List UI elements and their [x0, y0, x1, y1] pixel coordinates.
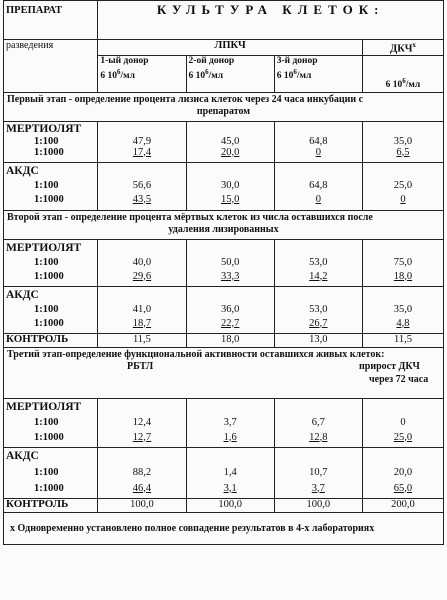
group-name: МЕРТИОЛЯТ — [6, 122, 82, 135]
value-cell: 25,0 0 — [362, 162, 443, 210]
value-cell: 35,0 4,8 — [362, 286, 443, 333]
dilution-label: 1:1000 — [34, 317, 64, 329]
donor-2-header — [186, 55, 274, 92]
value-cell: 40,0 29,6 — [98, 239, 186, 286]
value-cell: 47,9 17,4 — [98, 121, 186, 162]
control-value: 13,0 — [274, 333, 362, 347]
value-cell: 30,0 15,0 — [186, 162, 274, 210]
control-value: 100,0 — [186, 498, 274, 512]
results-table — [3, 0, 444, 545]
dilution-header: разведения — [4, 40, 98, 93]
culture-title: КУЛЬТУРА КЛЕТОК: — [156, 2, 385, 17]
group-name: МЕРТИОЛЯТ — [6, 241, 82, 254]
donor-name: 1-ый донор — [100, 55, 149, 66]
donor-3-header — [274, 55, 362, 92]
value-cell: 35,0 6,5 — [362, 121, 443, 162]
value-cell: 1,4 3,1 — [186, 447, 274, 498]
value-cell: 75,0 18,0 — [362, 239, 443, 286]
control-value: 100,0 — [274, 498, 362, 512]
rbtl-label: РБТЛ — [127, 360, 154, 372]
preparation-header: ПРЕПАРАТ — [4, 1, 98, 40]
donor-conc: 6 $10^6/мл$ — [100, 67, 135, 81]
stage-2-title: Второй этап - определение процента мёртвых клеток из числа оставшихся после удаления лизированных — [4, 210, 444, 239]
dilution-label: 1:100 — [34, 466, 59, 478]
dkch-header — [362, 40, 443, 56]
lpkch-header: ЛПКЧ — [98, 40, 363, 56]
growth-label: прирост ДКЧ — [359, 360, 420, 372]
value-cell: 12,4 12,7 — [98, 398, 186, 447]
dilution-label: 1:1000 — [34, 270, 64, 282]
dkch-label: ДКЧ — [390, 43, 413, 55]
value-cell: 41,0 18,7 — [98, 286, 186, 333]
value-cell: 64,8 0 — [274, 121, 362, 162]
growth-label-2: через 72 часа — [369, 373, 429, 385]
value-cell: 64,8 0 — [274, 162, 362, 210]
value-cell: 53,0 26,7 — [274, 286, 362, 333]
value-cell: 6,7 12,8 — [274, 398, 362, 447]
dkch-footnote-mark: x — [412, 41, 416, 49]
group-name: АКДС — [6, 164, 39, 177]
group-name: АКДС — [6, 288, 39, 301]
group-label-cell — [4, 121, 98, 162]
value-cell: 53,0 14,2 — [274, 239, 362, 286]
dilution-label: 1:1000 — [34, 482, 64, 494]
value-cell: 56,6 43,5 — [98, 162, 186, 210]
dilution-label: 1:100 — [34, 303, 59, 315]
control-label: КОНТРОЛЬ — [4, 498, 98, 512]
donor-name: 2-ой донор — [188, 55, 235, 66]
control-value: 11,5 — [98, 333, 186, 347]
dilution-label: 1:1000 — [34, 193, 64, 205]
control-value: 100,0 — [98, 498, 186, 512]
stage-3-title: Третий этап-определение функциональной активности оставшихся живых клеток: РБТЛ прирост ДКЧ через 72 часа — [4, 347, 444, 398]
control-value: 18,0 — [186, 333, 274, 347]
group-label-cell — [4, 286, 98, 333]
value-cell: 3,7 1,6 — [186, 398, 274, 447]
value-cell: 10,7 3,7 — [274, 447, 362, 498]
group-label-cell — [4, 398, 98, 447]
control-label: КОНТРОЛЬ — [4, 333, 98, 347]
culture-header — [98, 1, 444, 40]
donor-conc: 6 $10^6/мл$ — [276, 67, 312, 81]
group-name: АКДС — [6, 449, 39, 462]
group-name: МЕРТИОЛЯТ — [6, 400, 82, 413]
group-label-cell — [4, 447, 98, 498]
dilution-label: 1:1000 — [34, 146, 64, 158]
donor-1-header — [98, 55, 186, 92]
value-cell: 36,0 22,7 — [186, 286, 274, 333]
dilution-label: 1:100 — [34, 256, 59, 268]
donor-conc: 6 $10^6/мл$ — [385, 77, 421, 91]
value-cell: 50,0 33,3 — [186, 239, 274, 286]
dilution-label: 1:100 — [34, 135, 59, 147]
donor-conc: 6 $10^6/мл$ — [188, 67, 224, 81]
value-cell: 45,0 20,0 — [186, 121, 274, 162]
dilution-label: 1:100 — [34, 416, 59, 428]
dilution-label: 1:100 — [34, 179, 59, 191]
value-cell: 0 25,0 — [362, 398, 443, 447]
donor-name: 3-й донор — [276, 55, 318, 66]
value-cell: 88,2 46,4 — [98, 447, 186, 498]
control-value: 200,0 — [362, 498, 443, 512]
control-value: 11,5 — [362, 333, 443, 347]
dilution-label: 1:1000 — [34, 431, 64, 443]
group-label-cell — [4, 239, 98, 286]
footnote: х Одновременно установлено полное совпадение результатов в 4-х лабораториях — [4, 512, 444, 544]
stage-1-title: Первый этап - определение процента лизиса клеток через 24 часа инкубации с препаратом — [4, 92, 444, 121]
value-cell: 20,0 65,0 — [362, 447, 443, 498]
dkch-conc-header — [362, 55, 443, 92]
group-label-cell — [4, 162, 98, 210]
